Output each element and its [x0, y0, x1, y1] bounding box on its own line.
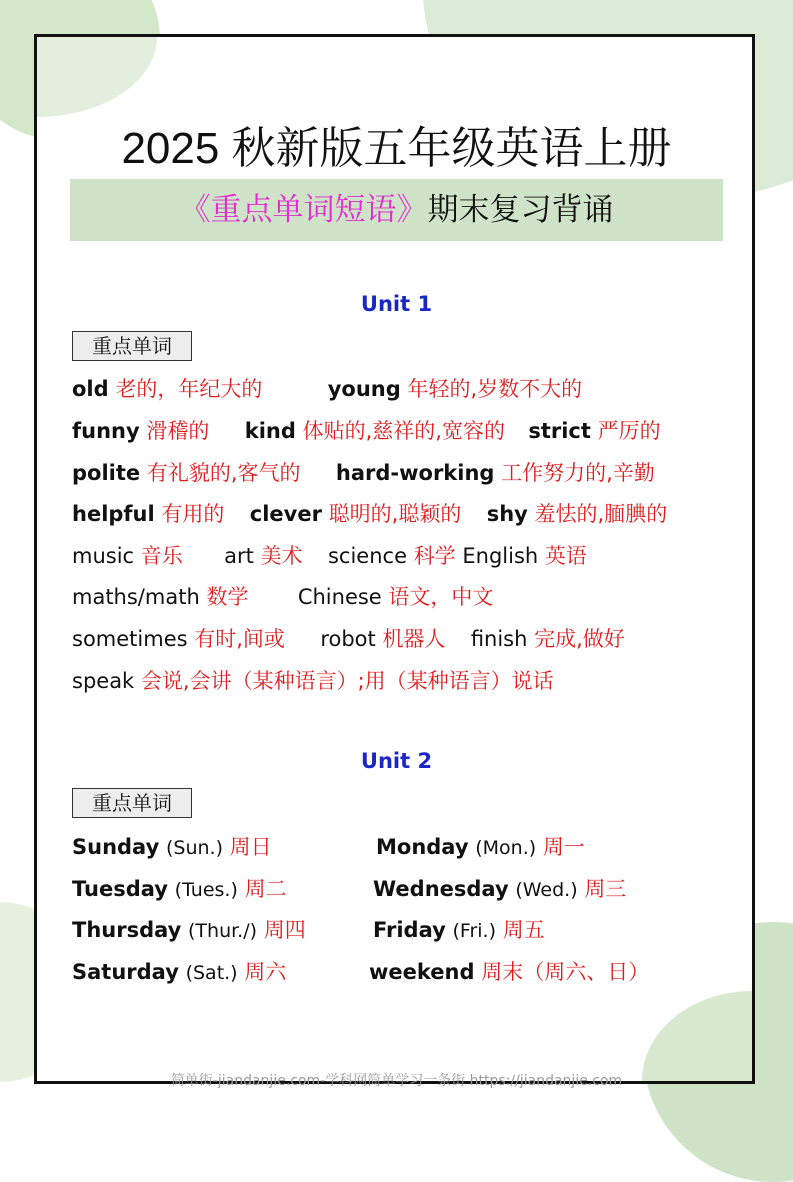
word-zh: 完成,做好: [534, 627, 625, 651]
vocab-line: [72, 459, 655, 487]
word-zh: 有时,间或: [194, 627, 285, 651]
vocab-line: [72, 500, 667, 528]
vocab-line: [72, 542, 587, 570]
word-en: Sunday: [72, 835, 160, 859]
word-en: funny: [72, 419, 140, 443]
day-entry: [376, 833, 585, 862]
word-zh: 周三: [584, 877, 627, 901]
word-zh: 体贴的,慈祥的,宽容的: [302, 419, 505, 443]
word-en: robot: [320, 627, 376, 651]
word-abbr: (Mon.): [475, 837, 537, 859]
word-zh: 聪明的,聪颖的: [328, 502, 462, 526]
word-en: music: [72, 544, 135, 568]
frame-corner-decoration: [37, 37, 157, 117]
word-en: hard-working: [335, 461, 495, 485]
word-en: helpful: [72, 502, 155, 526]
word-zh: 有礼貌的,客气的: [146, 461, 301, 485]
word-zh: 周末（周六、日）: [481, 960, 650, 984]
word-en: young: [327, 377, 401, 401]
word-zh: 数学: [206, 585, 249, 609]
word-en: maths/math: [72, 585, 200, 609]
word-abbr: (Wed.): [515, 879, 578, 901]
word-zh: 滑稽的: [146, 419, 210, 443]
word-en: art: [224, 544, 254, 568]
word-en: polite: [72, 461, 141, 485]
word-en: Chinese: [297, 585, 382, 609]
word-en: Thursday: [72, 918, 182, 942]
vocab-line: [72, 583, 493, 611]
word-zh: 语文，中文: [388, 585, 494, 609]
word-en: Monday: [376, 835, 469, 859]
unit-2-heading: Unit 2: [360, 749, 433, 773]
word-zh: 工作努力的,辛勤: [501, 461, 655, 485]
day-entry: [72, 833, 272, 862]
word-abbr: (Sun.): [165, 837, 223, 859]
word-abbr: (Fri.): [452, 920, 497, 942]
word-en: finish: [470, 627, 528, 651]
word-en: kind: [244, 419, 296, 443]
word-zh: 有用的: [161, 502, 225, 526]
unit-2-tag: 重点单词: [72, 788, 192, 818]
word-en: clever: [249, 502, 322, 526]
word-en: Tuesday: [72, 877, 168, 901]
subtitle-banner: [70, 179, 723, 241]
subtitle-highlight: 《重点单词短语》: [179, 192, 428, 227]
word-zh: 周六: [244, 960, 287, 984]
day-entry: [373, 875, 626, 904]
word-en: Friday: [373, 918, 446, 942]
word-zh: 美术: [260, 544, 303, 568]
vocab-line: [72, 667, 554, 695]
word-zh: 羞怯的,腼腆的: [534, 502, 668, 526]
word-abbr: (Sat.): [185, 962, 238, 984]
day-entry: [72, 958, 286, 987]
frame-corner-decoration: [642, 991, 752, 1081]
word-zh: 科学: [413, 544, 456, 568]
word-en: weekend: [369, 960, 475, 984]
subtitle-text: 期末复习背诵: [427, 192, 614, 227]
word-zh: 英语: [544, 544, 587, 568]
word-en: science: [327, 544, 407, 568]
vocab-line: [72, 375, 582, 403]
vocab-line: [72, 417, 661, 445]
word-zh: 机器人: [382, 627, 446, 651]
word-en: Wednesday: [373, 877, 509, 901]
word-zh: 老的，年纪大的: [115, 377, 263, 401]
footer-watermark: 简单街-jiandanjie.com-学科网简单学习一条街 https://jiandanjie.com: [170, 1073, 623, 1089]
day-entry: [373, 916, 545, 945]
page-title: 2025 秋新版五年级英语上册: [121, 124, 672, 173]
word-en: English: [462, 544, 539, 568]
word-en: strict: [528, 419, 591, 443]
day-entry: [369, 958, 649, 986]
word-zh: 会说,会讲（某种语言）;用（某种语言）说话: [140, 669, 554, 693]
day-entry: [72, 916, 306, 945]
unit-1-tag: 重点单词: [72, 331, 192, 361]
word-zh: 严厉的: [597, 419, 661, 443]
vocab-line: [72, 625, 625, 653]
word-zh: 年轻的,岁数不大的: [407, 377, 583, 401]
word-en: old: [72, 377, 109, 401]
word-en: Saturday: [72, 960, 179, 984]
word-zh: 音乐: [140, 544, 183, 568]
word-en: sometimes: [72, 627, 188, 651]
word-zh: 周五: [502, 918, 545, 942]
word-en: speak: [72, 669, 135, 693]
word-zh: 周一: [542, 835, 585, 859]
word-zh: 周二: [244, 877, 287, 901]
day-entry: [72, 875, 287, 904]
word-en: shy: [486, 502, 528, 526]
word-zh: 周日: [229, 835, 272, 859]
unit-1-heading: Unit 1: [360, 292, 433, 316]
word-abbr: (Tues.): [174, 879, 238, 901]
word-zh: 周四: [263, 918, 306, 942]
word-abbr: (Thur./): [188, 920, 258, 942]
